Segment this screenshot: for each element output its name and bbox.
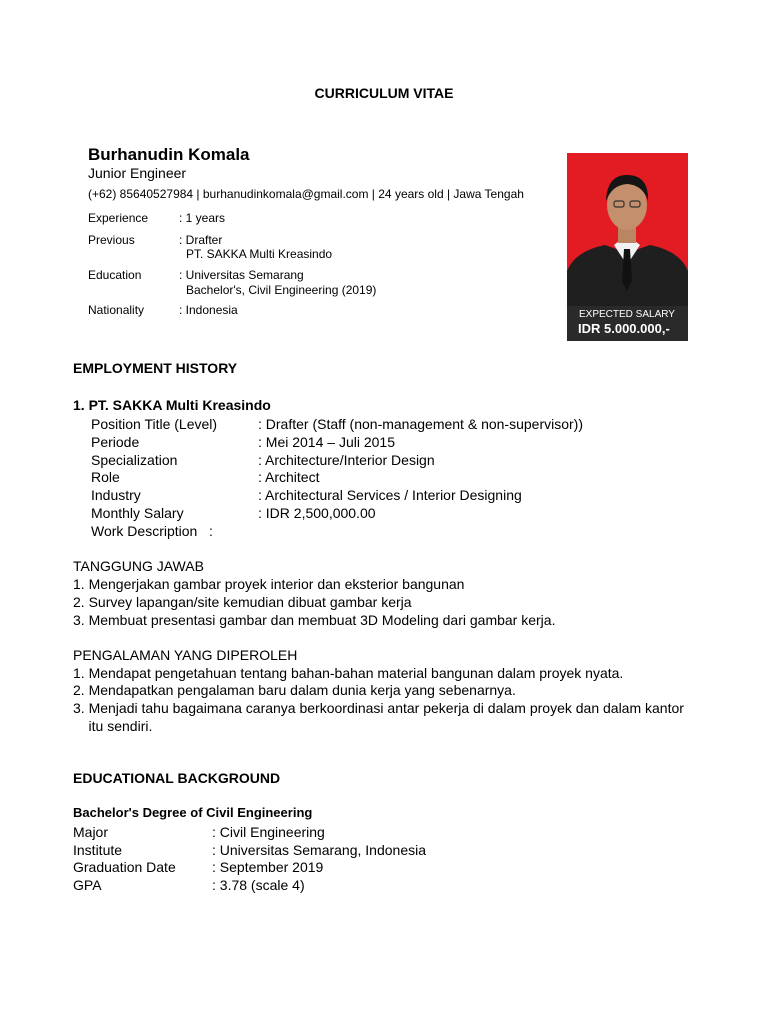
monthly-salary-value: : IDR 2,500,000.00 xyxy=(258,505,376,521)
expected-salary-value: IDR 5.000.000,- xyxy=(578,321,670,336)
specialization-label: Specialization xyxy=(91,452,178,468)
work-description-label: Work Description : xyxy=(91,523,213,539)
experience-value: : 1 years xyxy=(179,211,226,225)
previous-company: PT. SAKKA Multi Kreasindo xyxy=(186,247,333,261)
expected-salary-label: EXPECTED SALARY xyxy=(579,309,675,320)
contact-line: (+62) 85640527984 | burhanudinkomala@gmail.com | 24 years old | Jawa Tengah xyxy=(88,187,524,201)
candidate-name: Burhanudin Komala xyxy=(88,145,250,164)
nationality-value: : Indonesia xyxy=(179,303,238,317)
nationality-label: Nationality xyxy=(88,303,145,317)
candidate-job-title: Junior Engineer xyxy=(88,165,187,181)
periode-label: Periode xyxy=(91,434,140,450)
tanggung-jawab-heading: TANGGUNG JAWAB xyxy=(73,558,204,574)
list-item: 2. Survey lapangan/site kemudian dibuat gambar kerja xyxy=(73,594,412,610)
document-title: CURRICULUM VITAE xyxy=(314,85,454,101)
list-item: 3. Menjadi tahu bagaimana caranya berkoordinasi antar pekerja di dalam proyek dan dalam kantor xyxy=(73,700,684,716)
list-item: 1. Mendapat pengetahuan tentang bahan-bahan material bangunan dalam proyek nyata. xyxy=(73,665,624,681)
previous-value: : Drafter xyxy=(179,233,223,247)
institute-label: Institute xyxy=(73,842,123,858)
gpa-label: GPA xyxy=(73,877,102,893)
major-value: : Civil Engineering xyxy=(212,824,325,840)
list-item: 2. Mendapatkan pengalaman baru dalam dunia kerja yang sebenarnya. xyxy=(73,682,516,698)
role-value: : Architect xyxy=(258,469,320,485)
graduation-date-value: : September 2019 xyxy=(212,859,324,875)
experience-label: Experience xyxy=(88,211,149,225)
degree-title: Bachelor's Degree of Civil Engineering xyxy=(73,805,313,820)
gpa-value: : 3.78 (scale 4) xyxy=(212,877,305,893)
company-name: 1. PT. SAKKA Multi Kreasindo xyxy=(73,397,271,413)
previous-label: Previous xyxy=(88,233,135,247)
pengalaman-heading: PENGALAMAN YANG DIPEROLEH xyxy=(73,647,298,663)
education-heading: EDUCATIONAL BACKGROUND xyxy=(73,770,281,786)
institute-value: : Universitas Semarang, Indonesia xyxy=(212,842,426,858)
employment-heading: EMPLOYMENT HISTORY xyxy=(73,360,238,376)
periode-value: : Mei 2014 – Juli 2015 xyxy=(258,434,395,450)
specialization-value: : Architecture/Interior Design xyxy=(258,452,435,468)
education-label: Education xyxy=(88,268,142,282)
position-title-value: : Drafter (Staff (non-management & non-supervisor)) xyxy=(258,416,583,432)
industry-value: : Architectural Services / Interior Designing xyxy=(258,487,522,503)
major-label: Major xyxy=(73,824,109,840)
role-label: Role xyxy=(91,469,120,485)
list-item: 1. Mengerjakan gambar proyek interior dan eksterior bangunan xyxy=(73,576,465,592)
list-item: 3. Membuat presentasi gambar dan membuat 3D Modeling dari gambar kerja. xyxy=(73,612,556,628)
education-degree: Bachelor's, Civil Engineering (2019) xyxy=(186,283,377,297)
graduation-date-label: Graduation Date xyxy=(73,859,176,875)
list-item: itu sendiri. xyxy=(73,718,153,734)
monthly-salary-label: Monthly Salary xyxy=(91,505,184,521)
position-title-label: Position Title (Level) xyxy=(91,416,218,432)
education-value: : Universitas Semarang xyxy=(179,268,304,282)
industry-label: Industry xyxy=(91,487,141,503)
